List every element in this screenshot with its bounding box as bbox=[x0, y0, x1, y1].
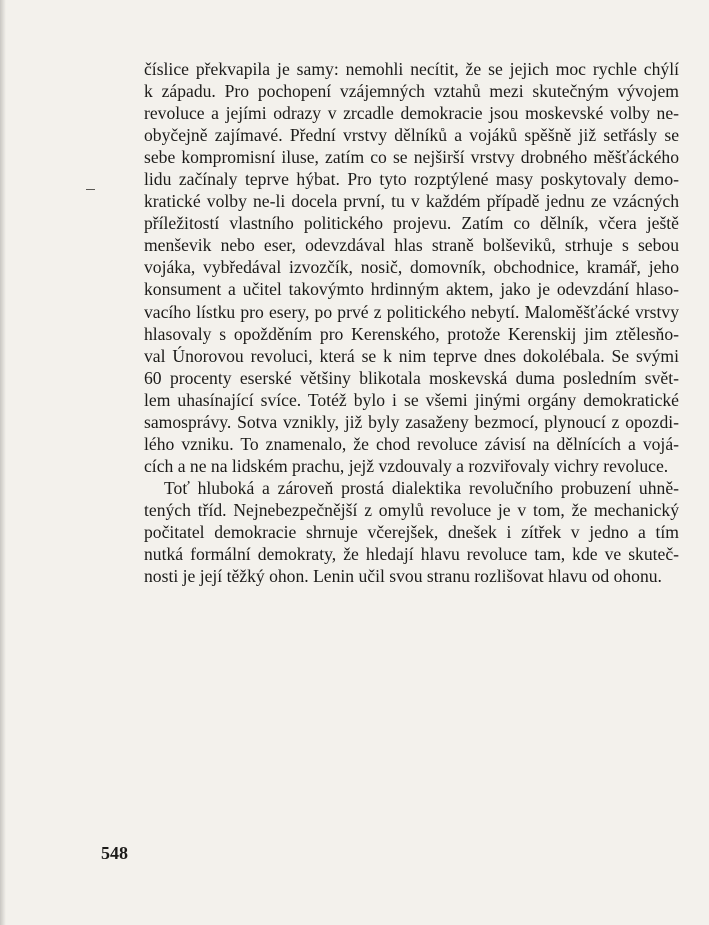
text-line: nutká formální demokraty, že hledají hlavu revoluce tam, kde ve skuteč- bbox=[144, 544, 679, 565]
text-line: Toť hluboká a zároveň prostá dialektika revolučního probuzení uhně- bbox=[164, 477, 679, 498]
text-line: počitatel demokracie shrnuje včerejšek, dnešek i zítřek v jedno a tím bbox=[144, 521, 679, 542]
text-line: k západu. Pro pochopení vzájemných vztahů mezi skutečným vývojem bbox=[144, 81, 679, 102]
page-edge bbox=[0, 0, 6, 925]
text-line: tených tříd. Nejnebezpečnější z omylů revoluce je v tom, že mechanický bbox=[144, 499, 679, 520]
text-line: vacího lístku pro esery, po prvé z politického nebytí. Maloměšťácké vrstvy bbox=[144, 301, 679, 322]
text-line: cích a ne na lidském prachu, jejž vzdouvaly a rozviřovaly vichry revoluce. bbox=[144, 455, 669, 476]
text-line: vojáka, vybředával izvozčík, nosič, domovník, obchodnice, kramář, jeho bbox=[144, 257, 679, 278]
text-line: konsument a učitel takovýmto hrdinným aktem, jako je odevzdání hlaso- bbox=[144, 279, 679, 300]
text-line: samosprávy. Sotva vznikly, již byly zasaženy bezmocí, plynoucí z opozdi- bbox=[144, 411, 679, 432]
text-line: val Únorovou revoluci, která se k nim teprve dnes dokolébala. Se svými bbox=[144, 345, 679, 366]
text-line: lého vzniku. To znamenalo, že chod revoluce závisí na dělnících a vojá- bbox=[144, 433, 679, 454]
text-line: 60 procenty eserské většiny blikotala moskevská duma posledním svět- bbox=[144, 367, 679, 388]
text-line: revoluce a jejími odrazy v zrcadle demokracie jsou moskevské volby ne- bbox=[144, 103, 679, 124]
text-line: menševik nebo eser, odevzdával hlas straně bolševiků, strhuje s sebou bbox=[144, 235, 679, 256]
text-line: hlasovaly s opožděním pro Kerenského, protože Kerenskij jim ztělesňo- bbox=[144, 323, 679, 344]
text-line: lem uhasínající svíce. Totéž bylo i se všemi jinými orgány demokratické bbox=[144, 389, 679, 410]
text-line: kratické volby ne-li docela první, tu v každém případě jednu ze vzácných bbox=[144, 191, 679, 212]
text-line: lidu začínaly teprve hýbat. Pro tyto rozptýlené masy poskytovaly demo- bbox=[144, 169, 679, 190]
text-line: nosti je její těžký ohon. Lenin učil svou stranu rozlišovat hlavu od ohonu. bbox=[144, 566, 662, 587]
text-line: sebe kompromisní iluse, zatím co se nejširší vrstvy drobného měšťáckého bbox=[144, 147, 679, 168]
text-line: číslice překvapila je samy: nemohli necítit, že se jejich moc rychle chýlí bbox=[144, 59, 679, 79]
body-text bbox=[144, 58, 679, 587]
text-line: obyčejně zajímavé. Přední vrstvy dělníků a vojáků spěšně již setřásly se bbox=[144, 125, 679, 146]
margin-mark bbox=[86, 189, 95, 190]
page-number: 548 bbox=[101, 843, 128, 863]
text-line: příležitostí vlastního politického projevu. Zatím co dělník, včera ještě bbox=[144, 213, 679, 234]
